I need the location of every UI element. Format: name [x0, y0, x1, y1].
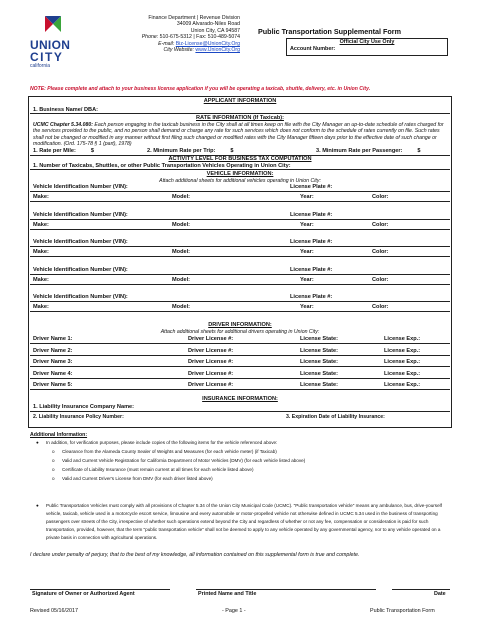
website-link[interactable]: www.UnionCity.Org — [195, 47, 240, 54]
official-use-box — [286, 38, 448, 56]
vehicle-year-field[interactable]: Year: — [300, 276, 314, 283]
vehicle-plate-field[interactable]: License Plate #: — [290, 239, 333, 245]
driver-license-field[interactable]: Driver License #: — [188, 370, 234, 377]
vehicle-color-field[interactable]: Color: — [372, 221, 389, 228]
sub-item-1: Clearance from the Alameda County Sealer of Weights and Measures (for each vehicle meter) (if Taxicab) — [62, 449, 277, 454]
printed-name-line[interactable] — [196, 589, 376, 590]
vehicle-make-field[interactable]: Make: — [33, 194, 49, 200]
vehicle-color-field[interactable]: Color: — [372, 249, 389, 255]
additional-heading: Additional Information: — [30, 432, 88, 438]
vehicle-row-rule — [30, 219, 450, 220]
vehicle-plate-field[interactable]: License Plate #: — [290, 211, 333, 218]
vehicle-color-field[interactable]: Color: — [372, 304, 389, 310]
sub-item-2: Valid and Current Vehicle Registration for California Department of Motor Vehicles (DMV) (for each vehicle listed above) — [62, 458, 306, 463]
driver-row-rule — [30, 366, 450, 367]
insurance-heading: INSURANCE INFORMATION: — [202, 396, 278, 402]
vehicle-row-rule — [30, 301, 450, 302]
vehicle-model-field[interactable]: Model: — [172, 249, 191, 255]
driver-name-field[interactable]: Driver Name 3: — [33, 359, 73, 365]
vehicle-row-rule — [30, 284, 450, 285]
address-line-1: 34009 Alvarado-Niles Road — [176, 21, 240, 28]
driver-row-rule — [30, 343, 450, 344]
vehicle-row-rule — [30, 201, 450, 202]
official-use-label: Official City Use Only — [339, 39, 395, 45]
insurance-company-field[interactable]: 1. Liability Insurance Company Name: — [33, 404, 135, 410]
driver-exp-field[interactable]: License Exp.: — [384, 370, 421, 377]
sub-item-4: Valid and Current Driver's License from DMV (for each driver listed above) — [62, 476, 213, 481]
vehicle-heading: VEHICLE INFORMATION: — [206, 171, 274, 177]
rate-body: Each person engaging in the taxicab business in the City shall at all times keep on file with the City Manager an up-to-date schedule of rates charged for the services provided to the public, and no person shall demand or charge any rate for such services which does not conform to the schedule of rates currently on file. Such rates shall not be changed or modified in any manner without first filing such changed or modified rates with the City Manager fifteen days prior to the effective date of such change or modification. (Ord. 175-78 § 1 (part), 1978) — [33, 122, 444, 148]
vehicle-row-rule — [30, 229, 450, 230]
vehicle-color-field[interactable]: Color: — [372, 194, 389, 200]
driver-exp-field[interactable]: License Exp.: — [384, 336, 421, 342]
printed-name-label: Printed Name and Title — [198, 591, 257, 597]
vehicle-model-field[interactable]: Model: — [172, 194, 191, 200]
email-link[interactable]: Biz-License@UnionCity.Org — [175, 40, 240, 47]
vehicle-plate-field[interactable]: License Plate #: — [290, 294, 333, 300]
vehicle-row-rule — [30, 191, 450, 192]
form-title: Public Transportation Supplemental Form — [258, 27, 401, 36]
vehicle-model-field[interactable]: Model: — [172, 221, 191, 228]
vehicle-year-field[interactable]: Year: — [300, 304, 314, 310]
vehicle-color-field[interactable]: Color: — [372, 276, 389, 283]
signature-line[interactable] — [30, 589, 170, 590]
phone-line: Phone: 510-675-5312 | Fax: 510-489-5074 — [141, 34, 240, 41]
driver-name-field[interactable]: Driver Name 2: — [33, 347, 73, 354]
date-line[interactable] — [392, 589, 450, 590]
footer-form-name: Public Transportation Form — [370, 608, 435, 614]
driver-row-rule — [30, 355, 450, 356]
logo-mark-icon — [30, 14, 76, 34]
bullet-2-text: Public Transportation Vehicles must comply with all provisions of Chapter 5.34 of the Union City Municipal Code (UCMC). "Public transportation vehicle" means any ambulance, bus, drive-yourself vehicle, taxicab, vehicle used in a motorcycle escort service, limousine and every automobile or motor-propelled vehicle not otherwise defined in UCMC 5.34 used in the business of transporting passengers over streets of the City, irrespective of whether such operations extend beyond the City and regardless of whether or not any fee, compensation or consideration is paid for such transportation, provided, however, that the term "public transportation vehicle" shall not be deemed to apply to any vehicle operated by any governmental agency, nor to any vehicle operated on a private basis in connection with agricultural operations. — [46, 503, 442, 540]
logo-text-california: california — [30, 63, 51, 69]
driver-license-field[interactable]: Driver License #: — [188, 382, 234, 388]
driver-name-field[interactable]: Driver Name 4: — [33, 370, 73, 377]
additional-bullet-2: ● Public Transportation Vehicles must comply with all provisions of Chapter 5.34 of the Union City Municipal Code (UCMC). "Public transportation vehicle" means any ambulance, bus, drive-yourself vehicle, taxicab, vehicle used in a motorcycle escort service, limousine and every automobile or motor-propelled vehicle not otherwise defined in UCMC 5.34 used in the business of transporting passengers over streets of the City, irrespective of whether such operations extend beyond the City and regardless of whether or not any fee, compensation or consideration is paid for such transportation, provided, however, that the term "public transportation vehicle" shall not be deemed to apply to any vehicle operated by any governmental agency, nor to any vehicle operated on a private basis in connection with agricultural operations. — [36, 503, 442, 540]
note-text: NOTE: Please complete and attach to your business license application if you will be operating a taxicab, shuttle, delivery, etc. in Union City. — [30, 86, 371, 92]
vehicle-model-field[interactable]: Model: — [172, 276, 191, 283]
driver-state-field[interactable]: License State: — [300, 347, 338, 354]
vehicle-make-field[interactable]: Make: — [33, 304, 49, 310]
sub-item-3: Certificate of Liability Insurance (must remain current at all times for each vehicle listed above) — [62, 467, 254, 472]
city-logo — [30, 14, 76, 69]
vehicle-plate-field[interactable]: License Plate #: — [290, 266, 333, 273]
vehicle-model-field[interactable]: Model: — [172, 304, 191, 310]
driver-name-field[interactable]: Driver Name 5: — [33, 382, 73, 388]
date-label: Date — [434, 591, 446, 597]
rate-chapter: UCMC Chapter 5.34.080: — [33, 122, 93, 128]
driver-name-field[interactable]: Driver Name 1: — [33, 336, 73, 342]
vehicle-vin-field[interactable]: Vehicle Identification Number (VIN): — [33, 211, 128, 218]
vehicle-year-field[interactable]: Year: — [300, 221, 314, 228]
vehicle-year-field[interactable]: Year: — [300, 249, 314, 255]
address-line-2: Union City, CA 94587 — [190, 27, 240, 34]
vehicle-plate-field[interactable]: License Plate #: — [290, 184, 333, 190]
rate-text — [33, 122, 449, 148]
footer-page: - Page 1 - — [222, 608, 246, 614]
driver-exp-field[interactable]: License Exp.: — [384, 359, 421, 365]
vehicle-make-field[interactable]: Make: — [33, 221, 49, 228]
rate-heading: RATE INFORMATION (If Taxicab): — [196, 115, 284, 121]
driver-row-rule — [30, 378, 450, 379]
applicant-heading: APPLICANT INFORMATION — [203, 98, 277, 104]
logo-text-city: CITY — [30, 50, 64, 64]
vehicle-year-field[interactable]: Year: — [300, 194, 314, 200]
dept-line: Finance Department | Revenue Division — [148, 15, 240, 21]
vehicle-row-rule — [30, 246, 450, 247]
driver-exp-field[interactable]: License Exp.: — [384, 382, 421, 388]
logo-text-union: UNION — [30, 38, 71, 52]
email-line: E-mail: Biz-License@UnionCity.Org — [158, 40, 240, 47]
vehicle-row-rule — [30, 311, 450, 312]
contact-block — [100, 15, 240, 53]
declaration-text: I declare under penalty of perjury, that to the best of my knowledge, all information contained on this supplemental form is true and complete. — [30, 552, 360, 558]
driver-state-field[interactable]: License State: — [300, 370, 338, 377]
vehicle-make-field[interactable]: Make: — [33, 249, 49, 255]
business-name-field[interactable]: 1. Business Name/ DBA: — [33, 107, 98, 113]
driver-exp-field[interactable]: License Exp.: — [384, 347, 421, 354]
min-rate-trip-field[interactable]: 2. Minimum Rate per Trip: $ — [147, 148, 234, 154]
min-rate-passenger-field[interactable]: 3. Minimum Rate per Passenger: $ — [316, 148, 421, 154]
vehicle-vin-field[interactable]: Vehicle Identification Number (VIN): — [33, 294, 128, 300]
bullet-1-text: In addition, for verification purposes, please include copies of the following items for the vehicle referenced above: — [46, 440, 278, 445]
footer-revised: Revised 05/16/2017 — [30, 608, 78, 614]
vehicle-row-rule — [30, 256, 450, 257]
driver-state-field[interactable]: License State: — [300, 359, 338, 365]
driver-row-rule — [30, 389, 450, 390]
vehicle-row-rule — [30, 274, 450, 275]
driver-heading: DRIVER INFORMATION: — [208, 322, 272, 328]
account-number-label[interactable]: Account Number: — [290, 46, 336, 52]
rate-per-mile-field[interactable]: 1. Rate per Mile: $ — [33, 148, 95, 154]
website-line: City Website: www.UnionCity.Org — [163, 47, 240, 54]
vehicle-vin-field[interactable]: Vehicle Identification Number (VIN): — [33, 184, 128, 190]
vehicle-count-field[interactable]: 1. Number of Taxicabs, Shuttles, or other Public Transportation Vehicles Operating in Union City: — [33, 163, 291, 169]
insurance-expiration-field[interactable]: 3. Expiration Date of Liability Insurance: — [286, 414, 385, 420]
signature-label: Signature of Owner or Authorized Agent — [32, 591, 135, 597]
driver-state-field[interactable]: License State: — [300, 382, 338, 388]
vehicle-vin-field[interactable]: Vehicle Identification Number (VIN): — [33, 266, 128, 273]
driver-subheading: Attach additional sheets for additional drivers operating in Union City: — [160, 329, 320, 335]
driver-license-field[interactable]: Driver License #: — [188, 336, 234, 342]
vehicle-make-field[interactable]: Make: — [33, 276, 49, 283]
insurance-policy-field[interactable]: 2. Liability Insurance Policy Number: — [33, 414, 124, 420]
activity-heading: ACTIVITY LEVEL FOR BUSINESS TAX COMPUTATION — [168, 156, 312, 162]
driver-license-field[interactable]: Driver License #: — [188, 359, 234, 365]
vehicle-vin-field[interactable]: Vehicle Identification Number (VIN): — [33, 239, 128, 245]
driver-state-field[interactable]: License State: — [300, 336, 338, 342]
vehicle-subheading: Attach additional sheets for additional vehicles operating in Union City: — [159, 178, 321, 184]
driver-license-field[interactable]: Driver License #: — [188, 347, 234, 354]
additional-bullet-1: ● In addition, for verification purposes, please include copies of the following items for the vehicle referenced above: o Clearance from the Alameda County Sealer of Weights and Measures (for each vehicle meter) (if Taxicab) o Valid and Current Vehicle Registration for California Department of Motor Vehicles (DMV) (for each vehicle listed above) o Certificate of Liability Insurance (must remain current at all times for each vehicle listed above) o Valid and Current Driver's License from DMV (for each driver listed above) — [36, 440, 306, 481]
